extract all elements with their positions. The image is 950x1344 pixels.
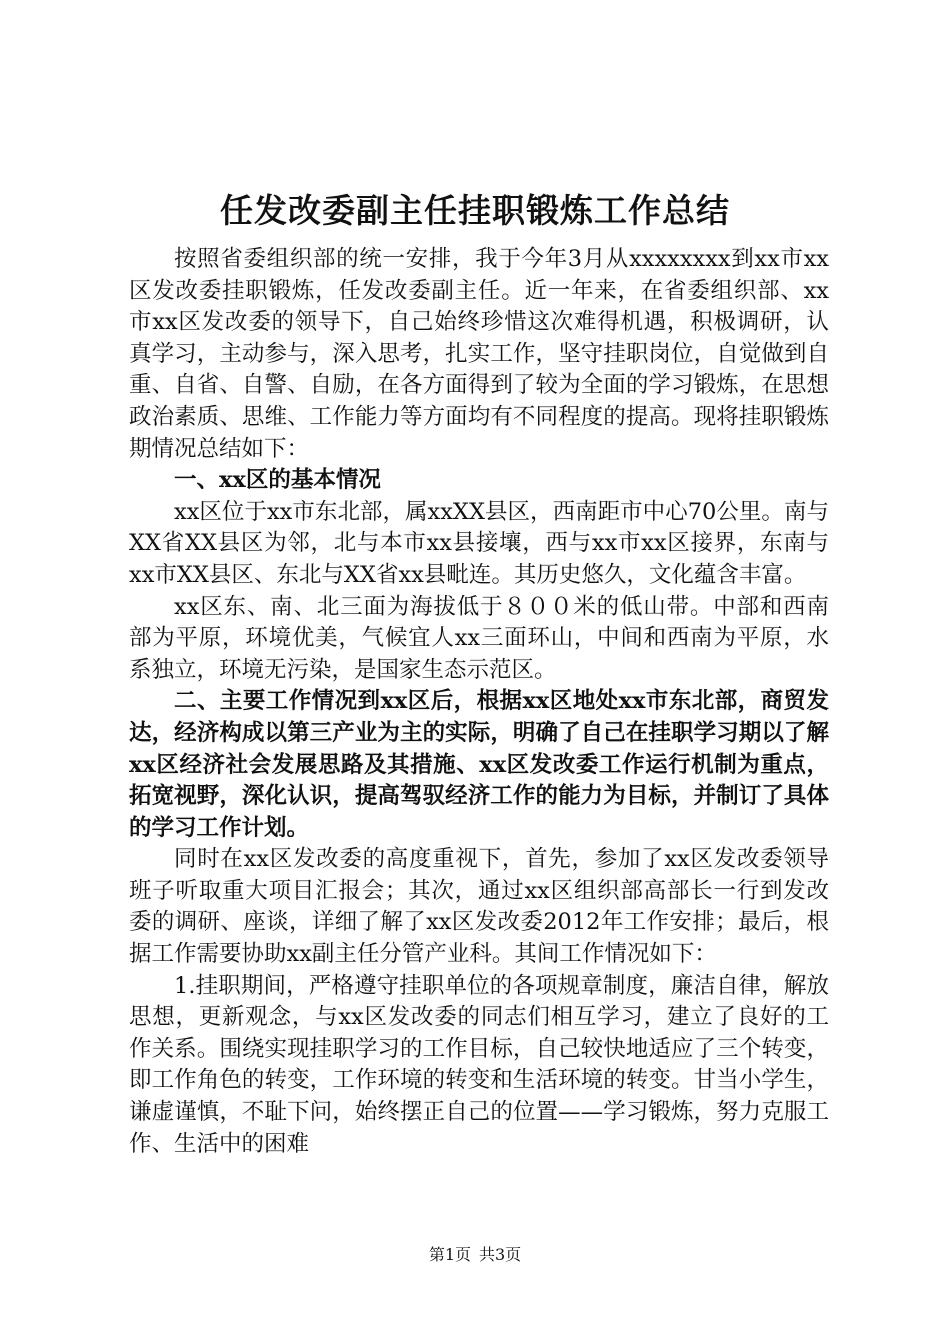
section-heading-2: 二、主要工作情况到xx区后，根据xx区地处xx市东北部，商贸发达，经济构成以第三产业为主的实际，明确了自己在挂职学习期以了解xx区经济社会发展思路及其措施、xx区发改委工作运行机制为重点，拓宽视野，深化认识，提高驾驭经济工作的能力为目标，并制订了具体的学习工作计划。 [129,688,829,841]
page-number: 第1页 [428,1245,471,1264]
paragraph-location: xx区位于xx市东北部，属xxXX县区，西南距市中心70公里。南与XX省XX县区为邻，北与本市xx县接壤，西与xx市xx区接界，东南与xx市XX县区、东北与XX省xx县毗连。其历史悠久，文化蕴含丰富。 [129,498,829,588]
paragraph-terrain: xx区东、南、北三面为海拔低于８００米的低山带。中部和西南部为平原，环境优美，气候宜人xx三面环山，中间和西南为平原，水系独立，环境无污染，是国家生态示范区。 [129,593,829,683]
paragraph-work-arrangement: 同时在xx区发改委的高度重视下，首先，参加了xx区发改委领导班子听取重大项目汇报会；其次，通过xx区组织部高部长一行到发改委的调研、座谈，详细了解了xx区发改委2012年工作安排；最后，根据工作需要协助xx副主任分管产业科。其间工作情况如下： [129,846,829,968]
document-body [129,244,829,1160]
paragraph-point-1: 1.挂职期间，严格遵守挂职单位的各项规章制度，廉洁自律，解放思想，更新观念，与xx区发改委的同志们相互学习，建立了良好的工作关系。围绕实现挂职学习的工作目标，自己较快地适应了三个转变，即工作角色的转变，工作环境的转变和生活环境的转变。甘当小学生，谦虚谨慎，不耻下问，始终摆正自己的位置——学习锻炼，努力克服工作、生活中的困难 [129,972,829,1157]
page-total: 共3页 [479,1245,522,1264]
document-title: 任发改委副主任挂职锻炼工作总结 [220,191,730,230]
section-heading-1: 一、xx区的基本情况 [174,467,381,494]
page-footer [0,1244,950,1266]
paragraph-intro: 按照省委组织部的统一安排，我于今年3月从xxxxxxxx到xx市xx区发改委挂职锻炼，任发改委副主任。近一年来，在省委组织部、xx市xx区发改委的领导下，自己始终珍惜这次难得机遇，积极调研，认真学习，主动参与，深入思考，扎实工作，坚守挂职岗位，自觉做到自重、自省、自警、自励，在各方面得到了较为全面的学习锻炼，在思想政治素质、思维、工作能力等方面均有不同程度的提高。现将挂职锻炼期情况总结如下： [129,246,829,462]
